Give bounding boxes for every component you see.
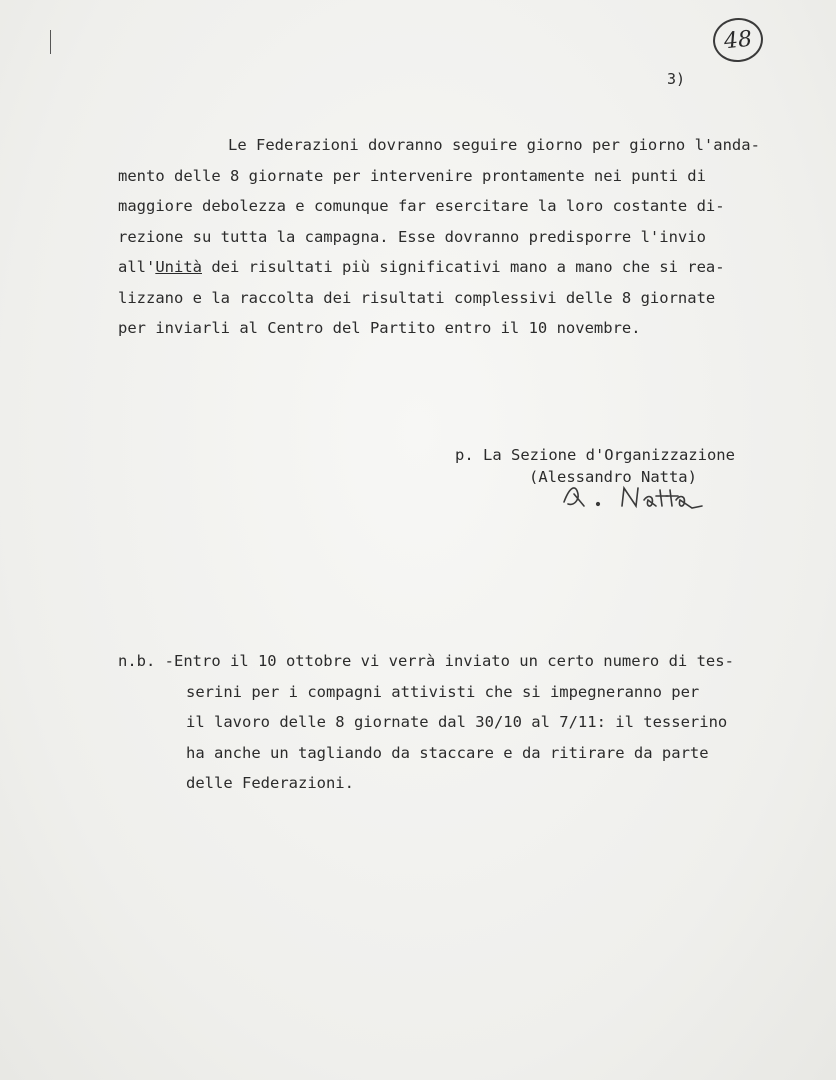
body-line: lizzano e la raccolta dei risultati complessivi delle 8 giornate	[118, 288, 716, 307]
body-line: rezione su tutta la campagna. Esse dovranno predisporre l'invio	[118, 227, 706, 246]
body-line-suffix: dei risultati più significativi mano a mano che si rea-	[202, 258, 725, 276]
note-paragraph	[118, 646, 798, 799]
body-line	[118, 252, 778, 283]
note-line: n.b. -Entro il 10 ottobre vi verrà inviato un certo numero di tes-	[118, 652, 734, 670]
note-line: il lavoro delle 8 giornate dal 30/10 al 7/11: il tesserino	[186, 713, 728, 731]
note-line: ha anche un tagliando da staccare e da ritirare da parte	[186, 743, 709, 762]
body-line: per inviarli al Centro del Partito entro il 10 novembre.	[118, 319, 641, 337]
body-line: Le Federazioni dovranno seguire giorno per giorno l'anda-	[228, 136, 760, 154]
archive-stamp: 48	[711, 16, 765, 65]
note-line: serini per i compagni attivisti che si impegneranno per	[186, 682, 700, 701]
note-line: delle Federazioni.	[186, 774, 354, 792]
signature-name: (Alessandro Natta)	[529, 468, 697, 486]
body-line: maggiore debolezza e comunque far esercitare la loro costante di-	[118, 197, 725, 215]
body-line: mento delle 8 giornate per intervenire prontamente nei punti di	[118, 166, 706, 185]
margin-mark	[50, 30, 53, 54]
page-number: 3)	[667, 70, 686, 88]
signature-office: p. La Sezione d'Organizzazione	[455, 446, 735, 464]
body-line-prefix: all'	[118, 258, 156, 276]
unita-underlined: Unità	[155, 258, 202, 276]
body-paragraph	[118, 130, 778, 344]
handwritten-signature	[560, 476, 710, 516]
